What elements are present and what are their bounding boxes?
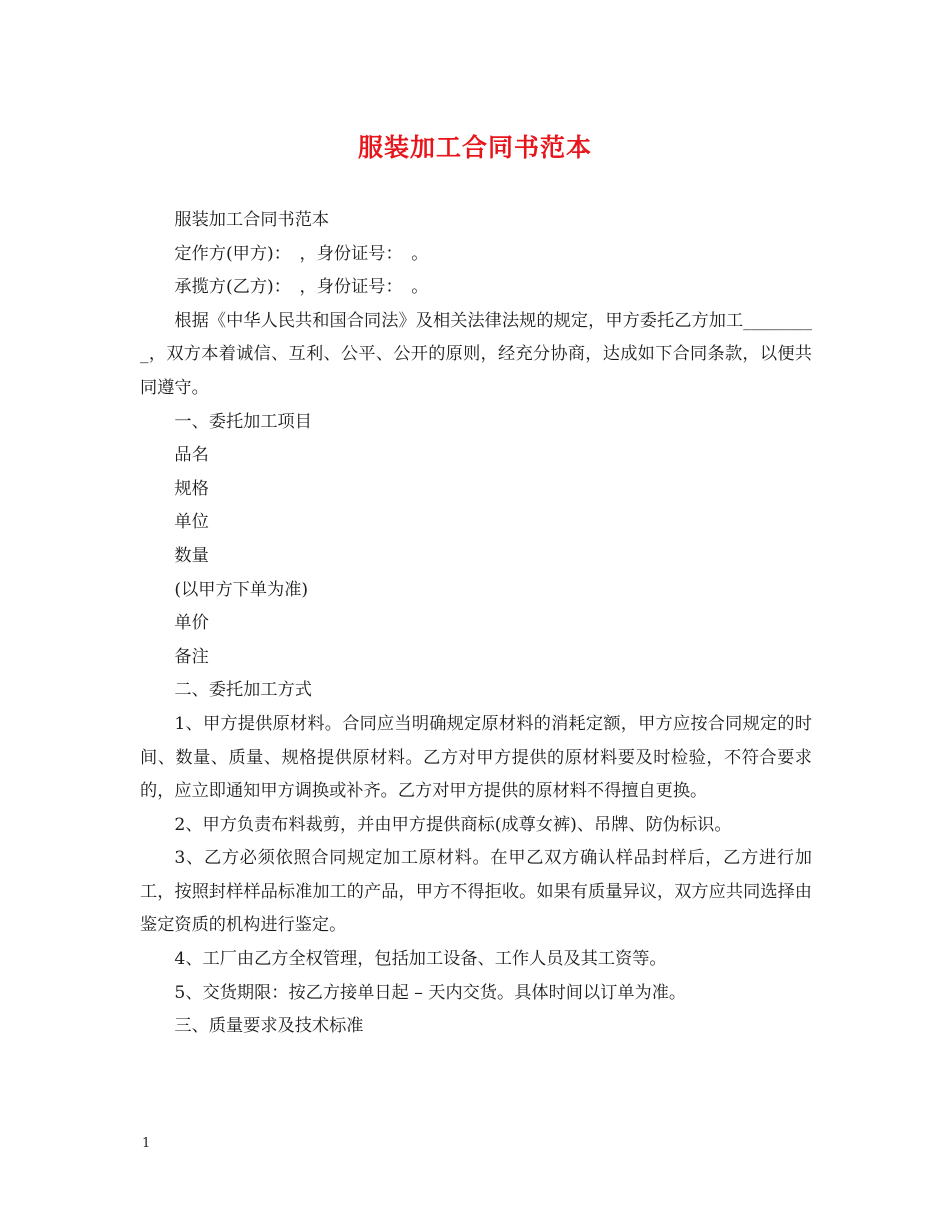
- page-number: 1: [142, 1136, 151, 1151]
- clause-2-3: 3、乙方必须依照合同规定加工原材料。在甲乙双方确认样品封样后，乙方进行加工，按照封样样品标准加工的产品，甲方不得拒收。如果有质量异议，双方应共同选择由鉴定资质的机构进行鉴定。: [140, 848, 812, 936]
- item-specification: 规格: [174, 478, 209, 499]
- paragraph-preamble: 根据《中华人民共和国合同法》及相关法律法规的规定，甲方委托乙方加工_________，双方本着诚信、互利、公平、公开的原则，经充分协商，达成如下合同条款，以便共同遵守。: [140, 310, 812, 398]
- item-quantity-note: (以甲方下单为准): [174, 579, 309, 600]
- section-heading-2: 二、委托加工方式: [174, 680, 312, 701]
- item-remarks: 备注: [174, 646, 209, 667]
- clause-2-2: 2、甲方负责布料裁剪，并由甲方提供商标(成尊女裤)、吊牌、防伪标识。: [174, 814, 732, 835]
- item-quantity: 数量: [174, 545, 209, 566]
- item-unit-price: 单价: [174, 613, 209, 634]
- item-product-name: 品名: [174, 445, 209, 466]
- clause-2-5: 5、交货期限：按乙方接单日起 – 天内交货。具体时间以订单为准。: [174, 982, 687, 1003]
- clause-2-1: 1、甲方提供原材料。合同应当明确规定原材料的消耗定额，甲方应按合同规定的时间、数量、质量、规格提供原材料。乙方对甲方提供的原材料要及时检验，不符合要求的，应立即通知甲方调换或补齐。乙方对甲方提供的原材料不得擅自更换。: [140, 713, 812, 802]
- paragraph-party-a: 定作方(甲方)： ，身份证号： 。: [174, 243, 429, 264]
- section-heading-3: 三、质量要求及技术标准: [174, 1016, 364, 1037]
- paragraph-party-b: 承揽方(乙方)： ，身份证号： 。: [174, 277, 429, 298]
- clause-2-4: 4、工厂由乙方全权管理，包括加工设备、工作人员及其工资等。: [174, 949, 667, 970]
- paragraph-subtitle: 服装加工合同书范本: [174, 210, 330, 230]
- item-unit: 单位: [174, 512, 209, 533]
- document-body: [140, 204, 812, 1044]
- document-title: 服装加工合同书范本: [357, 133, 592, 162]
- section-heading-1: 一、委托加工项目: [174, 411, 312, 432]
